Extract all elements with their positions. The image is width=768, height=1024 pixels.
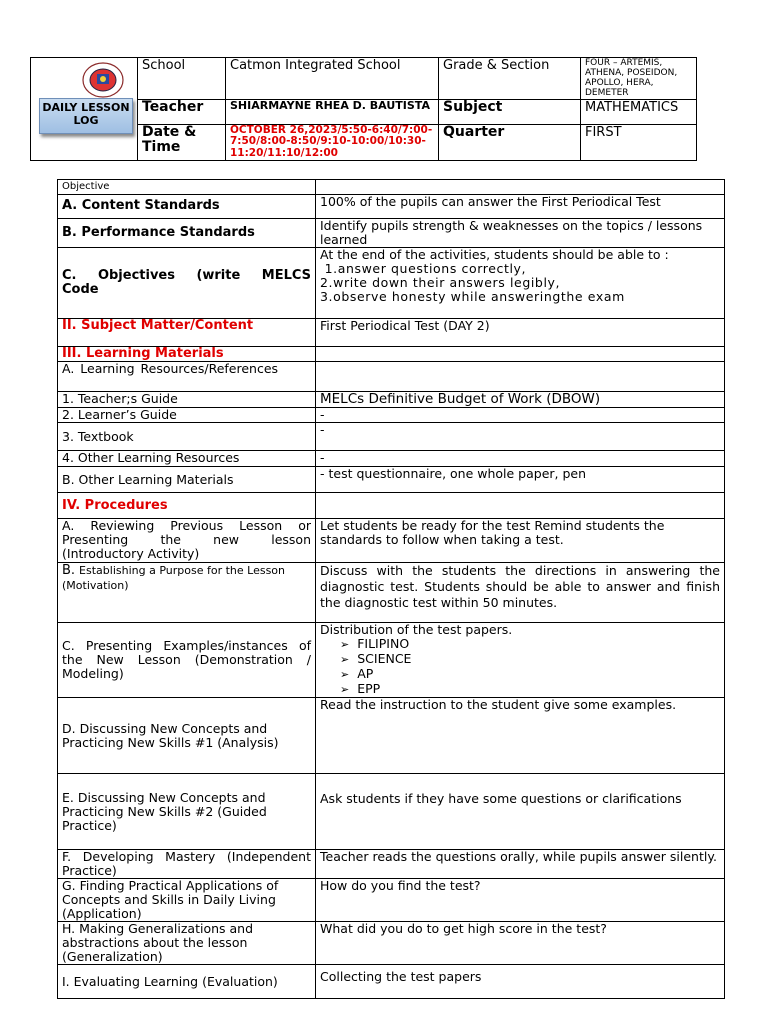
logo-cell bbox=[31, 58, 138, 161]
daily-lesson-log-badge: DAILY LESSON LOG bbox=[39, 98, 133, 134]
table-row bbox=[58, 467, 725, 493]
purpose-value: Discuss with the students the directions in answering the diagnostic test. Students should be able to answer and finish the diagnostic test within 50 minutes. bbox=[316, 563, 725, 623]
table-row bbox=[58, 451, 725, 467]
purpose-label-cell bbox=[58, 563, 316, 623]
subject-value: MATHEMATICS bbox=[581, 100, 697, 124]
list-item: ➢ EPP bbox=[340, 682, 720, 697]
other-resources-value: - bbox=[316, 451, 725, 467]
objectives-label: C. Objectives (write MELCS Code bbox=[58, 248, 316, 319]
objectives-item-1: 1.answer questions correctly, bbox=[320, 261, 527, 276]
list-item: ➢ AP bbox=[340, 667, 720, 682]
objectives-value bbox=[316, 248, 725, 319]
school-label: School bbox=[138, 58, 226, 100]
textbook-label: 3. Textbook bbox=[58, 423, 316, 451]
subject-matter-label: II. Subject Matter/Content bbox=[58, 319, 316, 347]
table-row bbox=[58, 922, 725, 965]
discussing-1-label: D. Discussing New Concepts and Practicing New Skills #1 (Analysis) bbox=[58, 698, 316, 774]
table-row bbox=[58, 774, 725, 850]
performance-standards-label: B. Performance Standards bbox=[58, 219, 316, 248]
teachers-guide-label: 1. Teacher;s Guide bbox=[58, 392, 316, 408]
review-value: Let students be ready for the test Remind students the standards to follow when taking a test. bbox=[316, 519, 725, 563]
generalizations-label: H. Making Generalizations and abstractions about the lesson (Generalization) bbox=[58, 922, 316, 965]
evaluating-value: Collecting the test papers bbox=[316, 965, 725, 999]
table-row bbox=[58, 319, 725, 347]
objectives-item-3: 3.observe honesty while answeringthe exam bbox=[320, 289, 625, 304]
table-row bbox=[58, 519, 725, 563]
teacher-label: Teacher bbox=[138, 100, 226, 124]
teachers-guide-value: MELCs Definitive Budget of Work (DBOW) bbox=[316, 392, 725, 408]
deped-seal-icon bbox=[73, 62, 133, 98]
objectives-item-2: 2.write down their answers legibly, bbox=[320, 275, 561, 290]
table-row bbox=[58, 423, 725, 451]
generalizations-value: What did you do to get high score in the test? bbox=[316, 922, 725, 965]
other-materials-label: B. Other Learning Materials bbox=[58, 467, 316, 493]
discussing-2-value: Ask students if they have some questions or clarifications bbox=[316, 774, 725, 850]
grade-value: FOUR – ARTEMIS, ATHENA, POSEIDON, APOLLO, HERA, DEMETER bbox=[581, 58, 697, 100]
applications-label: G. Finding Practical Applications of Concepts and Skills in Daily Living (Application) bbox=[58, 879, 316, 922]
quarter-value: FIRST bbox=[581, 124, 697, 160]
mastery-label: F. Developing Mastery (Independent Practice) bbox=[58, 850, 316, 879]
discussing-2-label: E. Discussing New Concepts and Practicing New Skills #2 (Guided Practice) bbox=[58, 774, 316, 850]
learners-guide-label: 2. Learner’s Guide bbox=[58, 408, 316, 423]
performance-standards-value: Identify pupils strength & weaknesses on the topics / lessons learned bbox=[316, 219, 725, 248]
subject-matter-value: First Periodical Test (DAY 2) bbox=[316, 319, 725, 347]
table-row bbox=[58, 219, 725, 248]
content-standards-value: 100% of the pupils can answer the First Periodical Test bbox=[316, 195, 725, 219]
table-row bbox=[58, 493, 725, 519]
evaluating-label: I. Evaluating Learning (Evaluation) bbox=[58, 965, 316, 999]
learning-materials-label: III. Learning Materials bbox=[58, 347, 316, 362]
textbook-value: - bbox=[316, 423, 725, 451]
review-label: A. Reviewing Previous Lesson or Presenting the new lesson (Introductory Activity) bbox=[58, 519, 316, 563]
discussing-1-value: Read the instruction to the student give some examples. bbox=[316, 698, 725, 774]
quarter-label: Quarter bbox=[439, 124, 581, 160]
list-item: ➢ FILIPINO bbox=[340, 637, 720, 652]
applications-value: How do you find the test? bbox=[316, 879, 725, 922]
subject-list bbox=[320, 637, 720, 697]
table-row bbox=[58, 698, 725, 774]
content-standards-label: A. Content Standards bbox=[58, 195, 316, 219]
table-row bbox=[58, 248, 725, 319]
objectives-intro: At the end of the activities, students should be able to : bbox=[320, 247, 669, 262]
subject-label: Subject bbox=[439, 100, 581, 124]
table-row bbox=[58, 850, 725, 879]
procedures-label: IV. Procedures bbox=[58, 493, 316, 519]
list-item: ➢ SCIENCE bbox=[340, 652, 720, 667]
mastery-value: Teacher reads the questions orally, while pupils answer silently. bbox=[316, 850, 725, 879]
table-row bbox=[58, 965, 725, 999]
table-row bbox=[58, 362, 725, 392]
table-row bbox=[58, 180, 725, 195]
table-row bbox=[58, 347, 725, 362]
presenting-text: Distribution of the test papers. bbox=[320, 622, 513, 637]
other-materials-value: - test questionnaire, one whole paper, pen bbox=[316, 467, 725, 493]
resources-label: A. Learning Resources/References bbox=[58, 362, 316, 392]
other-resources-label: 4. Other Learning Resources bbox=[58, 451, 316, 467]
table-row bbox=[58, 563, 725, 623]
table-row bbox=[58, 195, 725, 219]
header-table bbox=[30, 57, 697, 161]
date-time-value: OCTOBER 26,2023/5:50-6:40/7:00-7:50/8:00-8:50/9:10-10:00/10:30-11:20/11:10/12:00 bbox=[226, 124, 439, 160]
table-row bbox=[58, 392, 725, 408]
school-value: Catmon Integrated School bbox=[226, 58, 439, 100]
presenting-value bbox=[316, 623, 725, 698]
table-row bbox=[58, 408, 725, 423]
purpose-label: Establishing a Purpose for the Lesson (Motivation) bbox=[62, 564, 286, 592]
table-row bbox=[58, 623, 725, 698]
objective-header: Objective bbox=[58, 180, 316, 195]
grade-label: Grade & Section bbox=[439, 58, 581, 100]
date-time-label: Date & Time bbox=[138, 124, 226, 160]
table-row bbox=[58, 879, 725, 922]
learners-guide-value: - bbox=[316, 408, 725, 423]
lesson-table bbox=[57, 179, 725, 999]
presenting-label: C. Presenting Examples/instances of the New Lesson (Demonstration / Modeling) bbox=[58, 623, 316, 698]
teacher-value: SHIARMAYNE RHEA D. BAUTISTA bbox=[226, 100, 439, 124]
purpose-label-letter: B. bbox=[62, 563, 76, 578]
